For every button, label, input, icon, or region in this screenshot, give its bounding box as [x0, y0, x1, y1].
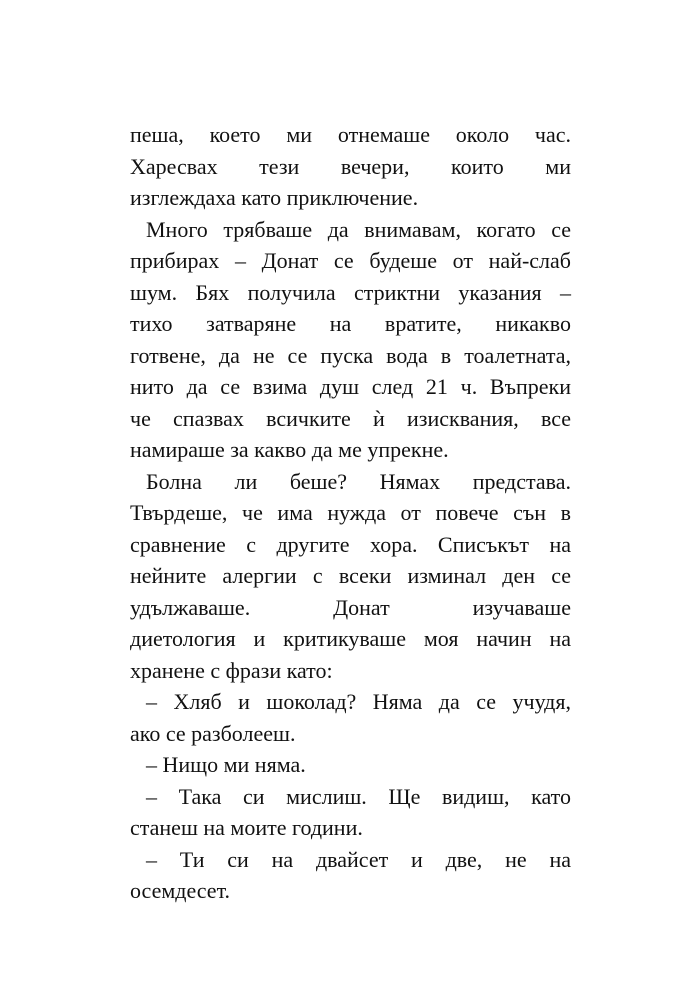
- text-line: удължаваше. Донат изучаваше: [130, 594, 571, 620]
- text-line: станеш на моите години.: [130, 815, 363, 840]
- text-line: ако се разболееш.: [130, 720, 296, 746]
- text-line: пеша, което ми отнемаше около час.: [130, 122, 571, 147]
- text-line: изглеждаха като приключение.: [130, 185, 419, 210]
- text-line: – Нищо ми няма.: [146, 752, 306, 777]
- text-line: – Хляб и шоколад? Няма да се учудя,: [146, 689, 571, 714]
- text-line: Много трябваше да внимавам, когато се: [146, 216, 571, 242]
- text-line: шум. Бях получила стриктни указания –: [130, 279, 571, 305]
- text-line: тихо затваряне на вратите, никакво: [130, 311, 571, 336]
- text-line: нейните алергии с всеки изминал ден се: [130, 563, 571, 588]
- text-line: сравнение с другите хора. Списъкът на: [130, 531, 571, 557]
- text-line: хранене с фрази като:: [130, 657, 333, 683]
- text-line: Твърдеше, че има нужда от повече сън в: [130, 500, 571, 525]
- text-line: – Така си мислиш. Ще видиш, като: [146, 783, 571, 809]
- text-line: нито да се взима душ след 21 ч. Въпреки: [130, 374, 571, 399]
- body-text: [130, 119, 571, 907]
- text-line: че спазвах всичките ѝ изисквания, все: [130, 405, 571, 431]
- text-line: намираше за какво да ме упрекне.: [130, 437, 449, 462]
- text-line: осемдесет.: [130, 878, 231, 903]
- text-line: Харесвах тези вечери, които ми: [130, 153, 571, 179]
- text-line: – Ти си на двайсет и две, не на: [146, 846, 571, 872]
- text-line: Болна ли беше? Нямах представа.: [146, 468, 571, 494]
- text-line: прибирах – Донат се будеше от най-слаб: [130, 248, 571, 273]
- text-line: готвене, да не се пуска вода в тоалетната,: [130, 342, 571, 368]
- text-line: диетология и критикуваше моя начин на: [130, 626, 571, 651]
